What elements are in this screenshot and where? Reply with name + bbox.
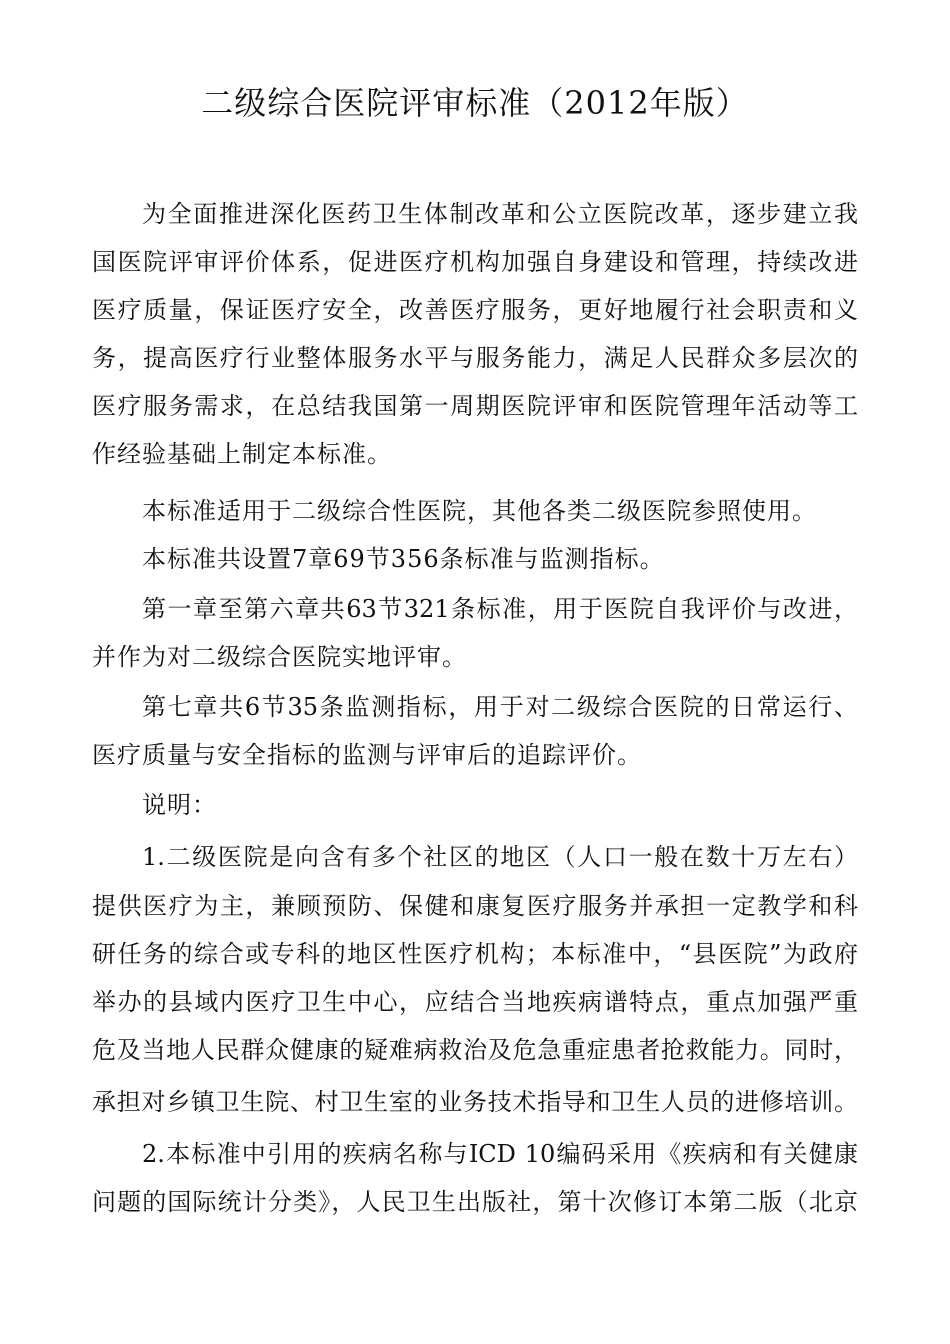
paragraph-line: 医疗质量，保证医疗安全，改善医疗服务，更好地履行社会职责和义 [92,296,858,324]
paragraph-line: 为全面推进深化医药卫生体制改革和公立医院改革，逐步建立我 [142,200,858,228]
paragraph-line: 2.本标准中引用的疾病名称与ICD 10编码采用《疾病和有关健康 [142,1140,858,1168]
paragraph-line: 承担对乡镇卫生院、村卫生室的业务技术指导和卫生人员的进修培训。 [92,1088,858,1116]
paragraph-line: 国医院评审评价体系，促进医疗机构加强自身建设和管理，持续改进 [92,248,858,276]
paragraph-line: 提供医疗为主，兼顾预防、保健和康复医疗服务并承担一定教学和科 [92,892,858,920]
paragraph-line: 务，提高医疗行业整体服务水平与服务能力，满足人民群众多层次的 [92,344,858,372]
document-title: 二级综合医院评审标准（2012年版） [201,84,749,122]
paragraph-line: 危及当地人民群众健康的疑难病救治及危急重症患者抢救能力。同时， [92,1036,858,1064]
paragraph-line: 作经验基础上制定本标准。 [92,440,392,468]
paragraph-line: 第七章共6节35条监测指标，用于对二级综合医院的日常运行、 [142,693,858,721]
paragraph-line: 第一章至第六章共63节321条标准，用于医院自我评价与改进， [142,595,858,623]
paragraph-line: 医疗质量与安全指标的监测与评审后的追踪评价。 [92,741,642,769]
paragraph-line: 问题的国际统计分类》，人民卫生出版社，第十次修订本第二版（北京 [92,1188,858,1216]
paragraph-line: 本标准适用于二级综合性医院，其他各类二级医院参照使用。 [142,497,817,525]
paragraph-line: 医疗服务需求，在总结我国第一周期医院评审和医院管理年活动等工 [92,392,858,420]
paragraph-line: 本标准共设置7章69节356条标准与监测指标。 [142,545,665,573]
paragraph-line: 1.二级医院是向含有多个社区的地区（人口一般在数十万左右） [142,843,858,871]
notes-heading: 说明： [142,791,217,819]
paragraph-line: 举办的县域内医疗卫生中心，应结合当地疾病谱特点，重点加强严重 [92,988,858,1016]
paragraph-line: 并作为对二级综合医院实地评审。 [92,643,467,671]
paragraph-line: 研任务的综合或专科的地区性医疗机构；本标准中，“县医院”为政府 [92,940,858,968]
